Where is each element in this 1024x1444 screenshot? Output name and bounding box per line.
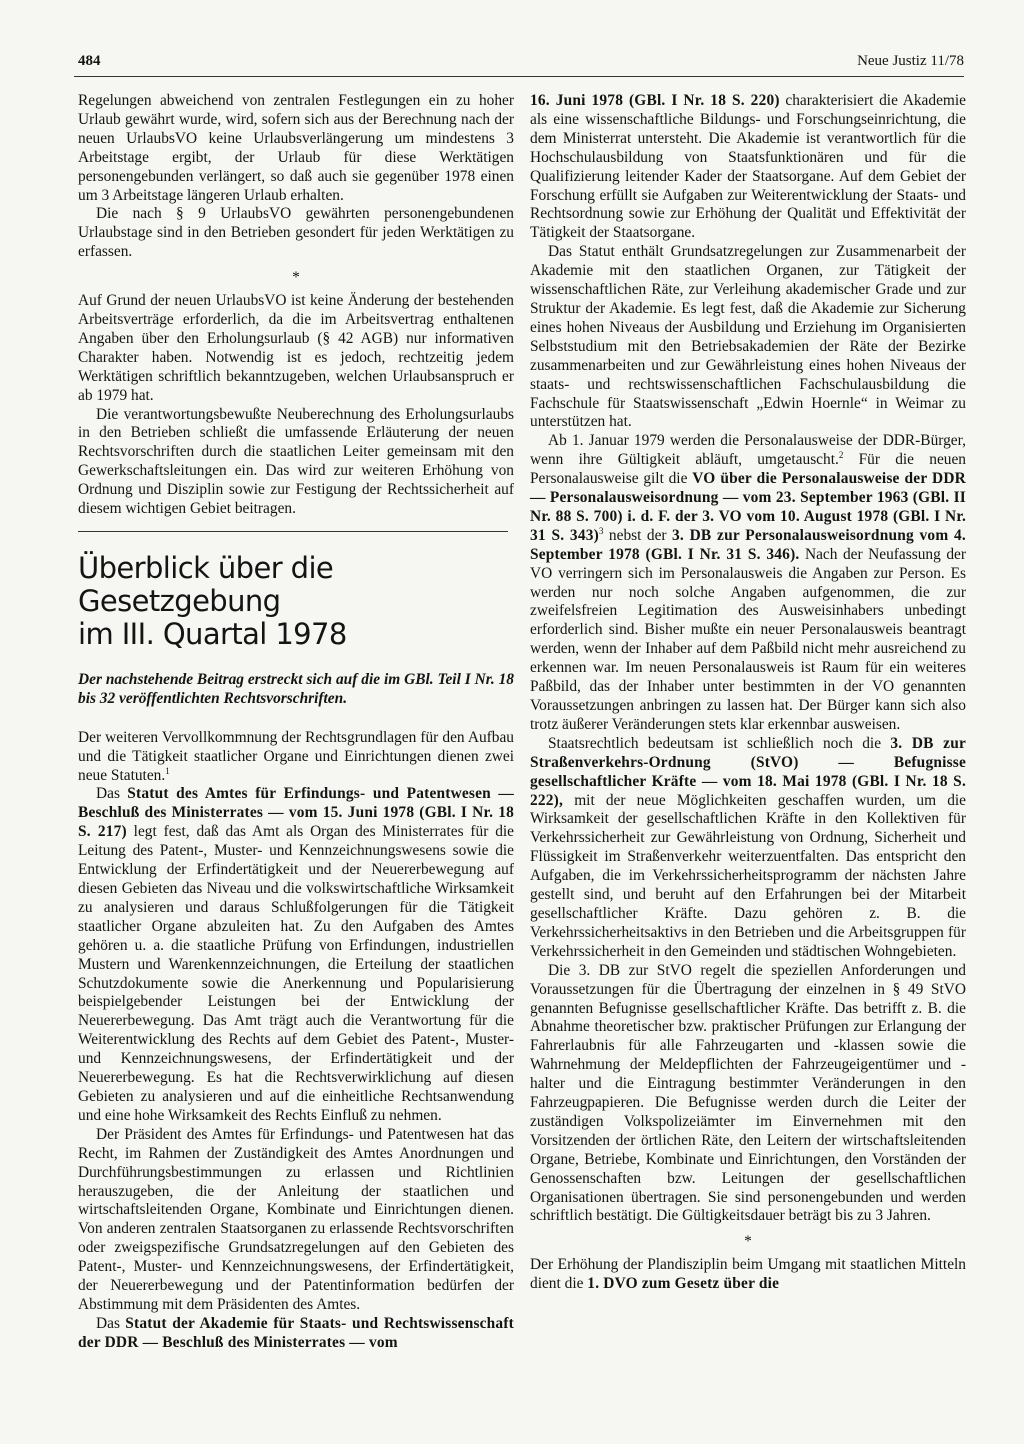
paragraph: Die verantwortungsbewußte Neuberechnung des Erholungsurlaubs in den Betrieben schließt die umfassende Erläuterung der neuen Rechtsvorschriften durch die staatlichen Leiter gemeinsam mit den Gewerkschaftsleitungen ein. Das wird zur weiteren Erhöhung von Ordnung und Disziplin sowie zur Festigung der Rechtssicherheit auf diesem wichtigen Gebiet beitragen. <box>78 405 514 518</box>
paragraph: Regelungen abweichend von zentralen Festlegungen ein zu hoher Urlaub gewährt wurde, wird, sofern sich aus der Berechnung nach der neuen UrlaubsVO keine Urlaubsverlängerung um mindestens 3 Arbeitstage ergibt, der Urlaub für diese Werktätigen personengebunden verlängert, so daß auch sie gegenüber 1978 einen um 3 Arbeitstage längeren Urlaub erhalten. <box>78 92 514 204</box>
journal-name: Neue Justiz 11/78 <box>857 53 964 69</box>
paragraph: Die 3. DB zur StVO regelt die speziellen Anforderungen und Voraussetzungen für die Übertragung der einzelnen in § 49 StVO genannten Befugnisse gesellschaftlicher Kräfte. Das betrifft z. B. die Abnahme theoretischer bzw. praktischer Prüfungen zur Erlangung der Fahrerlaubnis für alle Fahrzeugarten und -klassen sowie die Wahrnehmung der Meldepflichten der Fahrzeugeigentümer und -halter und die Eintragung bestimmter Veränderungen in den Fahrzeugpapieren. Die Befugnisse werden durch die Leiter der zuständigen Volkspolizeiämter im Einvernehmen mit den Vorsitzenden der örtlichen Räte, den Leitern der wirtschaftsleitenden Organe, Betriebe, Kombinate und Einrichtungen, den Vorständen der Genossenschaften bzw. Leitungen der gesellschaftlichen Organisationen übertragen. Sie sind personengebunden und werden schriftlich bestätigt. Die Gültigkeitsdauer beträgt bis zu 3 Jahren. <box>530 961 966 1225</box>
page-number: 484 <box>78 53 101 69</box>
article-title-line: Überblick über die Gesetzgebung <box>78 550 334 618</box>
paragraph: Auf Grund der neuen UrlaubsVO ist keine Änderung der bestehenden Arbeitsverträge erforderlich, da die im Arbeitsvertrag enthaltenen Angaben über den Erholungsurlaub (§ 42 AGB) nur informativen Charakter haben. Notwendig ist es jedoch, rechtzeitig jedem Werktätigen schriftlich bekanntzugeben, welchen Urlaubsanspruch er ab 1979 hat. <box>78 292 514 404</box>
legal-citation: 16. Juni 1978 (GBl. I Nr. 18 S. 220) <box>530 92 780 109</box>
header-rule <box>74 76 964 77</box>
legal-citation: 1. DVO zum Gesetz über die <box>587 1275 780 1293</box>
paragraph: Ab 1. Januar 1979 werden die Personalausweise der DDR-Bürger, wenn ihre Gültigkeit abläuft, umgetauscht.$^2$ Für die neuen Personalausweise gilt die VO über die Personalausweise der DDR — Personalausweisordnung — vom 23. September 1963 (GBl. II Nr. 88 S. 700) i. d. F. der 3. VO vom 10. August 1978 (GBl. I Nr. 31 S. 343)$^3$ nebst der 3. DB zur Personalausweisordnung vom 4. September 1978 (GBl. I Nr. 31 S. 346). Nach der Neufassung der VO verringern sich im Personalausweis die Angaben zur Person. Es werden nur noch solche Angaben aufgenommen, die zur zweifelsfreien Legitimation des Ausweisinhabers unbedingt erforderlich sind. Bisher mußte ein neuer Personalausweis beantragt werden, wenn der Inhaber auf dem Paßbild nicht mehr ausreichend zu erkennen war. Im neuen Personalausweis ist Raum für ein weiteres Paßbild, das der Inhaber unter bestimmten in der VO genannten Voraussetzungen anbringen zu lassen hat. Der Bürger kann sich also trotz äußerer Veränderungen stets klar erkennbar ausweisen. <box>530 432 966 733</box>
section-separator-star: * <box>292 269 300 287</box>
legal-citation: 3. DB zur Personalausweisordnung vom 4. September 1978 (GBl. I Nr. 31 S. 346). <box>530 526 966 563</box>
legal-citation: 3. DB zur Straßenverkehrs-Ordnung (StVO) — Befugnisse gesellschaftlicher Kräfte — vom 18. Mai 1978 (GBl. I Nr. 18 S. 222), <box>530 734 966 809</box>
paragraph: Der Präsident des Amtes für Erfindungs- und Patentwesen hat das Recht, im Rahmen der Zuständigkeit des Amtes Anordnungen und Durchführungsbestimmungen zu erlassen und Richtlinien herauszugeben, die der Anleitung der staatlichen und wirtschaftsleitenden Organe, Kombinate und Einrichtungen dienen. Von anderen zentralen Staatsorganen zu erlassende Rechtsvorschriften oder zweigspezifische Grundsatzregelungen auf den Gebieten des Patent-, Muster- und Kennzeichnungswesens, der Erfindertätigkeit, der Neuererbewegung und der Patentinformation bedürfen der Abstimmung mit dem Präsidenten des Amtes. <box>78 1125 514 1313</box>
paragraph: Das Statut der Akademie für Staats- und Rechtswissenschaft der DDR — Beschluß des Ministerrates — vom <box>78 1314 514 1351</box>
left-column <box>78 92 514 1353</box>
footnote-ref: 3 <box>598 525 604 536</box>
section-separator-star: * <box>744 1233 752 1251</box>
right-column <box>530 92 966 1294</box>
footnote-ref: 2 <box>838 450 844 461</box>
article-title-line: im III. Quartal 1978 <box>78 616 347 651</box>
paragraph: Das Statut enthält Grundsatzregelungen zur Zusammenarbeit der Akademie mit den staatlichen Organen, zur Tätigkeit der wissenschaftlichen Räte, zur Verleihung akademischer Grade und zur Struktur der Akademie. Es legt fest, daß die Akademie zur Sicherung eines hohen Niveaus der Ausbildung und Erziehung im Organisierten Selbststudium mit den Betriebsakademien der Räte der Bezirke zusammenarbeiten und zur Gewährleistung eines hohen Niveaus der staats- und rechtswissenschaftlichen Fachschulausbildung die Fachschule für Staatswissenschaft „Edwin Hoernle“ in Weimar zu unterstützen hat. <box>530 243 966 431</box>
article-lead: Der nachstehende Beitrag erstreckt sich auf die im GBl. Teil I Nr. 18 bis 32 veröffentlichten Rechtsvorschriften. <box>78 670 514 707</box>
legal-citation: Statut des Amtes für Erfindungs- und Patentwesen — Beschluß des Ministerrates — vom 15. Juni 1978 (GBl. I Nr. 18 S. 217) <box>78 785 514 841</box>
paragraph: Die nach § 9 UrlaubsVO gewährten personengebundenen Urlaubstage sind in den Betrieben gesondert für jeden Werktätigen zu erfassen. <box>78 205 514 261</box>
article-divider <box>78 531 508 532</box>
paragraph: Staatsrechtlich bedeutsam ist schließlich noch die 3. DB zur Straßenverkehrs-Ordnung (StVO) — Befugnisse gesellschaftlicher Kräfte — vom 18. Mai 1978 (GBl. I Nr. 18 S. 222), mit der neue Möglichkeiten geschaffen wurden, um die Wirksamkeit der gesellschaftlichen Kräfte in den Kollektiven für Verkehrssicherheit zur Gewährleistung von Ordnung, Sicherheit und Flüssigkeit im Straßenverkehr weiterzuentfalten. Das entspricht den Aufgaben, die im Verkehrssicherheitsprogramm der nächsten Jahre gestellt sind, und beruht auf den Erfahrungen bei der Mitarbeit gesellschaftlicher Kräfte. Dazu gehören z. B. die Verkehrssicherheitsaktivs in den Betrieben und die Arbeitsgruppen für Verkehrssicherheit in den Gemeinden und städtischen Wohngebieten. <box>530 734 966 960</box>
legal-citation: Statut der Akademie für Staats- und Rechtswissenschaft der DDR — Beschluß des Ministerrates — vom <box>78 1314 514 1351</box>
article-title <box>78 552 514 651</box>
footnote-ref: 1 <box>165 765 170 776</box>
paragraph: Das Statut des Amtes für Erfindungs- und Patentwesen — Beschluß des Ministerrates — vom 15. Juni 1978 (GBl. I Nr. 18 S. 217) legt fest, daß das Amt als Organ des Ministerrates für die Leitung des Patent-, Muster- und Kennzeichnungswesens sowie die Entwicklung der Erfindertätigkeit und der Neuererbewegung auf diesen Gebieten das Niveau und die volkswirtschaftliche Wirksamkeit zu analysieren und daraus Schlußfolgerungen für die Tätigkeit staatlicher Organe abzuleiten hat. Zu den Aufgaben des Amtes gehören u. a. die staatliche Prüfung von Erfindungen, industriellen Mustern und Warenkennzeichnungen, die Erteilung der staatlichen Schutzdokumente sowie die Anerkennung und Popularisierung beispielgebender Leistungen bei der Entwicklung der Neuererbewegung. Das Amt trägt auch die Verantwortung für die Weiterentwicklung des Rechts auf dem Gebiet des Patent-, Muster- und Kennzeichnungswesens, der Erfindertätigkeit und der Neuererbewegung. Es hat die Rechtsverwirklichung auf diesen Gebieten zu analysieren und auf die einheitliche Rechtsanwendung und eine hohe Wirksamkeit des Rechts Einfluß zu nehmen. <box>78 785 514 1124</box>
paragraph: 16. Juni 1978 (GBl. I Nr. 18 S. 220) charakterisiert die Akademie als eine wissenschaftliche Bildungs- und Forschungseinrichtung, die dem Ministerrat untersteht. Die Akademie ist verantwortlich für die Hochschulausbildung von Staatsfunktionären und für die Qualifizierung leitender Kader der Staatsorgane. Auf dem Gebiet der Forschung erfüllt sie Aufgaben zur Weiterentwicklung der Staats- und Rechtsordnung sowie zur Erhöhung der Qualität und Effektivität der Tätigkeit der Staatsorgane. <box>530 92 966 242</box>
paragraph: Der weiteren Vervollkommnung der Rechtsgrundlagen für den Aufbau und die Tätigkeit staatlicher Organe und Einrichtungen dienen zwei neue Statuten.$^1$ <box>78 728 514 784</box>
legal-citation: VO über die Personalausweise der DDR — Personalausweisordnung — vom 23. September 1963 (GBl. II Nr. 88 S. 700) i. d. F. der 3. VO vom 10. August 1978 (GBl. I Nr. 31 S. 343) <box>530 470 966 544</box>
paragraph: Der Erhöhung der Plandisziplin beim Umgang mit staatlichen Mitteln dient die 1. DVO zum Gesetz über die <box>530 1256 966 1293</box>
